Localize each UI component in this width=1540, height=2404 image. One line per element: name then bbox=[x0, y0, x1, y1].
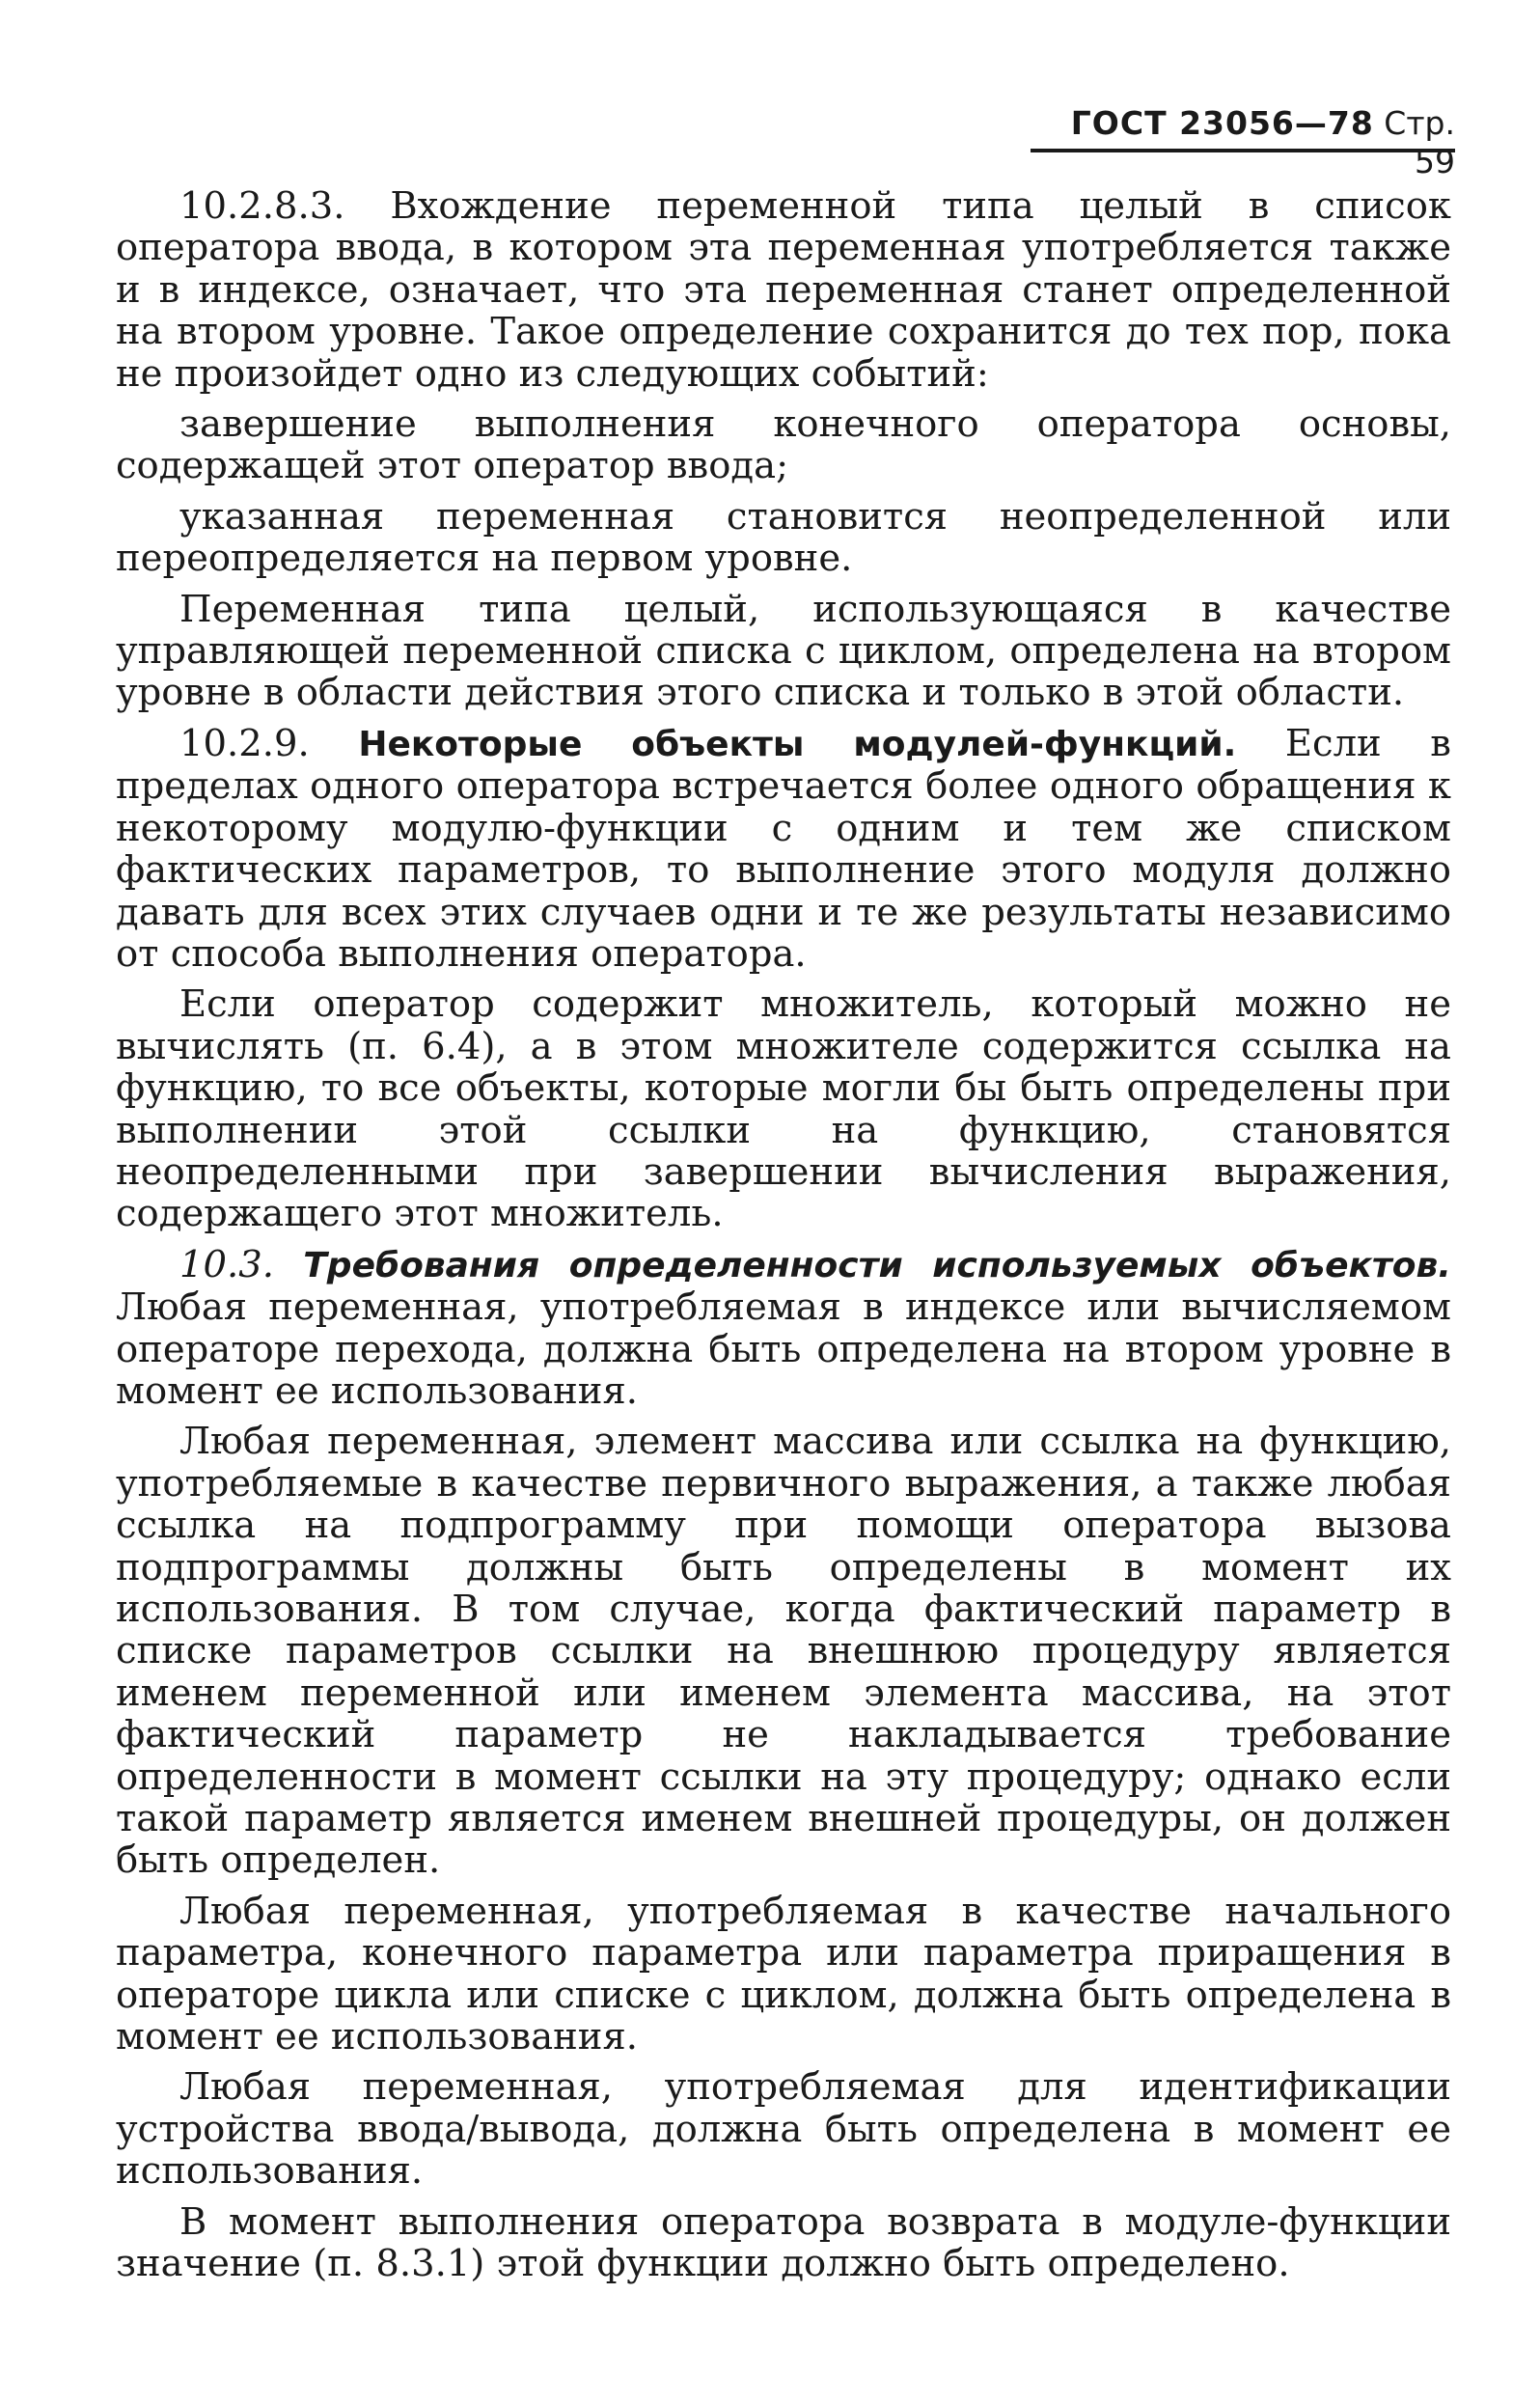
page-number: Стр. 59 bbox=[1384, 104, 1455, 180]
document-body bbox=[116, 185, 1451, 2294]
paragraph-text: Любая переменная, употребляемая в качестве начального параметра, конечного параметра или параметра приращения в операторе цикла или списке с циклом, должна быть определена в момент ее использования. bbox=[116, 1889, 1451, 2059]
section-heading: Некоторые объекты модулей-функций. bbox=[358, 724, 1237, 764]
paragraph-10-2-9 bbox=[116, 723, 1451, 975]
paragraph-loop-parameters bbox=[116, 1891, 1451, 2059]
section-number: 10.3. bbox=[179, 1242, 274, 1286]
paragraph-io-device bbox=[116, 2066, 1451, 2192]
paragraph-text: завершение выполнения конечного оператора основы, содержащей этот оператор ввода; bbox=[116, 402, 1451, 488]
paragraph-text: Переменная типа целый, использующаяся в качестве управляющей переменной списка с циклом, определена на втором уровне в области действия этого списка и только в этой области. bbox=[116, 587, 1451, 715]
paragraph-loop-variable bbox=[116, 589, 1451, 714]
paragraph-text: Любая переменная, элемент массива или ссылка на функцию, употребляемые в качестве первичного выражения, а также любая ссылка на подпрограмму при помощи оператора вызова подпрограммы должны быть определены в момент их использования. В том случае, когда фактический параметр в списке параметров ссылки на внешнюю процедуру является именем переменной или именем элемента массива, на этот фактический параметр не накладывается требование определенности в момент ссылки на эту процедуру; однако если такой параметр является именем внешней процедуры, он должен быть определен. bbox=[116, 1420, 1451, 1883]
paragraph-text: Если в пределах одного оператора встречается более одного обращения к некоторому модулю-функции с одним и тем же списком фактических параметров, то выполнение этого модуля должно давать для всех этих случаев одни и те же результаты независимо от способа выполнения оператора. bbox=[116, 721, 1451, 976]
paragraph-text: Если оператор содержит множитель, который можно не вычислять (п. 6.4), а в этом множителе содержится ссылка на функцию, то все объекты, которые могли бы быть определены при выполнении этой ссылки на функцию, становятся неопределенными при завершении вычисления выражения, содержащего этот множитель. bbox=[116, 982, 1451, 1236]
paragraph-10-2-8-3 bbox=[116, 185, 1451, 395]
standard-code: ГОСТ 23056—78 bbox=[1070, 104, 1374, 142]
section-heading: Требования определенности используемых объектов. bbox=[303, 1245, 1451, 1285]
paragraph-text: 10.2.8.3. Вхождение переменной типа целый в список оператора ввода, в котором эта переменная употребляется также и в индексе, означает, что эта переменная станет определенной на втором уровне. Такое определение сохранится до тех пор, пока не произойдет одно из следующих событий: bbox=[116, 184, 1451, 396]
paragraph-return bbox=[116, 2201, 1451, 2285]
section-number: 10.2.9. bbox=[179, 721, 310, 765]
paragraph-list-item-2 bbox=[116, 496, 1451, 580]
paragraph-multiplier bbox=[116, 983, 1451, 1234]
paragraph-list-item-1 bbox=[116, 403, 1451, 487]
paragraph-primary-expression bbox=[116, 1421, 1451, 1881]
paragraph-text: указанная переменная становится неопределенной или переопределяется на первом уровне. bbox=[116, 494, 1451, 581]
paragraph-text: Любая переменная, употребляемая для идентификации устройства ввода/вывода, должна быть определена в момент ее использования. bbox=[116, 2065, 1451, 2194]
paragraph-text: Любая переменная, употребляемая в индексе или вычисляемом операторе перехода, должна быть определена на втором уровне в момент ее использования. bbox=[116, 1285, 1451, 1413]
page-header bbox=[1031, 104, 1455, 180]
paragraph-10-3 bbox=[116, 1244, 1451, 1413]
paragraph-text: В момент выполнения оператора возврата в модуле-функции значение (п. 8.3.1) этой функции должно быть определено. bbox=[116, 2199, 1451, 2286]
